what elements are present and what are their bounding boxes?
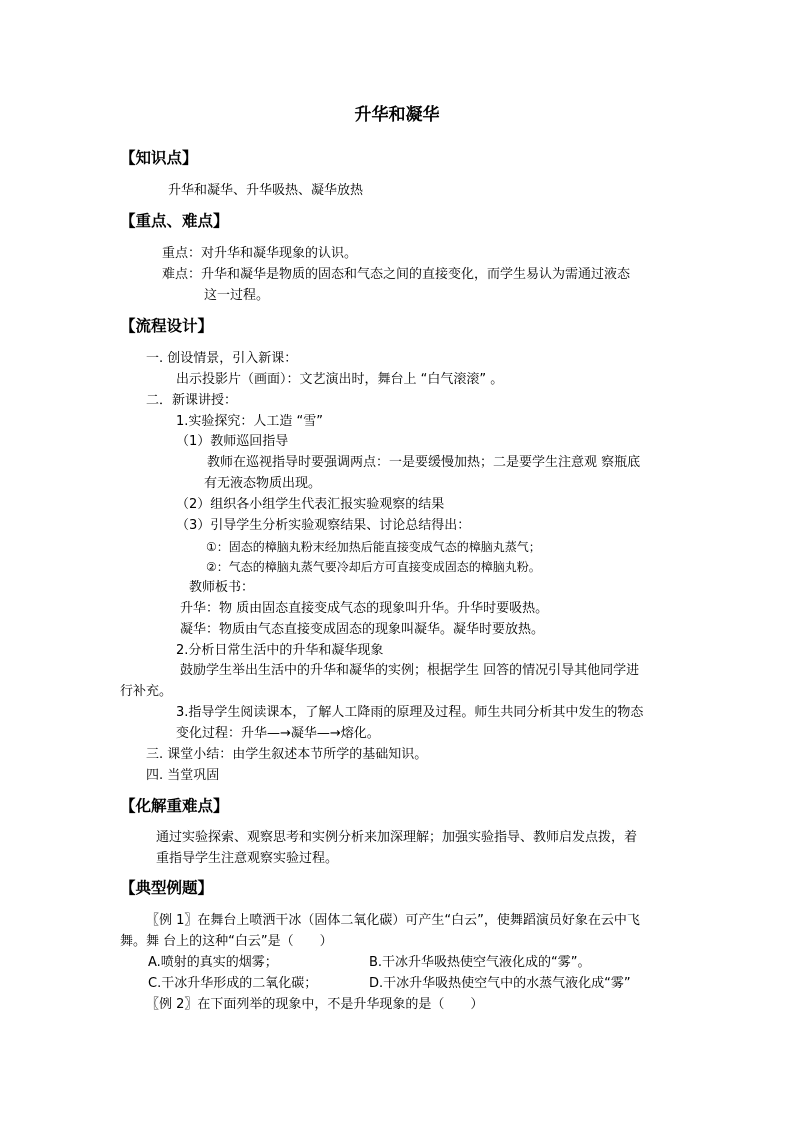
process-line: 教师在巡视指导时要强调两点：一是要缓慢加热；二是要学生注意观 察瓶底: [207, 455, 641, 470]
process-line: 2.分析日常生活中的升华和凝华现象: [176, 643, 384, 658]
example-1-option-d: D.干冰升华吸热使空气中的水蒸气液化成“雾”: [369, 976, 631, 991]
example-1-question: 舞。舞 台上的这种“白云”是（ ）: [120, 934, 333, 949]
process-line: 1.实验探究：人工造 “雪”: [176, 414, 324, 429]
process-line: （1）教师巡回指导: [176, 434, 289, 449]
example-1-question: 〖例 1〗在舞台上喷洒干冰（固体二氧化碳）可产生“白云”，使舞蹈演员好象在云中飞: [146, 913, 640, 928]
process-line: 三. 课堂小结：由学生叙述本节所学的基础知识。: [146, 747, 428, 762]
knowledge-content: 升华和凝华、升华吸热、凝华放热: [168, 183, 364, 198]
process-line: ①：固态的樟脑丸粉末经加热后能直接变成气态的樟脑丸蒸气；: [206, 540, 541, 554]
page-title: 升华和凝华: [354, 105, 440, 125]
example-1-option-b: B.干冰升华吸热使空气液化成的“雾”。: [369, 955, 591, 970]
resolve-heading: 【化解重难点】: [120, 797, 229, 815]
example-2-question: 〖例 2〗在下面列举的现象中，不是升华现象的是（ ）: [146, 997, 484, 1012]
difficulty-text-2: 这一过程。: [204, 288, 270, 303]
process-line: 升华：物 质由固态直接变成气态的现象叫升华。升华时要吸热。: [180, 601, 549, 616]
process-line: （2）组织各小组学生代表汇报实验观察的结果: [176, 497, 445, 512]
difficulty-text-1: 难点：升华和凝华是物质的固态和气态之间的直接变化，而学生易认为需通过液态: [162, 267, 631, 282]
resolve-line: 通过实验探索、观察思考和实例分析来加深理解；加强实验指导、教师启发点拨，着: [156, 830, 638, 845]
knowledge-heading: 【知识点】: [120, 149, 198, 167]
example-1-option-c: C.干冰升华形成的二氧化碳；: [148, 976, 318, 991]
process-line: 有无液态物质出现。: [204, 476, 322, 491]
key-points-heading: 【重点、难点】: [120, 212, 229, 230]
process-line: 变化过程：升华—→凝华—→熔化。: [176, 726, 380, 741]
process-line: 出示投影片（画面）：文艺演出时，舞台上 “白气滚滚” 。: [176, 372, 504, 387]
example-1-option-a: A.喷射的真实的烟雾；: [148, 955, 278, 970]
process-line: 教师板书：: [189, 580, 255, 595]
process-line: 行补充。: [120, 684, 173, 699]
process-line: 3.指导学生阅读课本，了解人工降雨的原理及过程。师生共同分析其中发生的物态: [176, 705, 644, 720]
process-heading: 【流程设计】: [120, 317, 214, 335]
process-line: 一. 创设情景，引入新课：: [146, 351, 298, 366]
resolve-line: 重指导学生注意观察实验过程。: [156, 851, 339, 866]
process-line: 鼓励学生举出生活中的升华和凝华的实例；根据学生 回答的情况引导其他同学进: [180, 663, 640, 678]
process-line: ②：气态的樟脑丸蒸气要冷却后方可直接变成固态的樟脑丸粉。: [206, 560, 541, 574]
process-line: 四. 当堂巩固: [146, 768, 220, 783]
process-line: 凝华：物质由气态直接变成固态的现象叫凝华。凝华时要放热。: [180, 622, 545, 637]
examples-heading: 【典型例题】: [120, 879, 214, 897]
process-line: （3）引导学生分析实验观察结果、讨论总结得出：: [176, 518, 471, 533]
key-point-text: 重点：对升华和凝华现象的认识。: [162, 246, 358, 261]
process-line: 二．新课讲授：: [146, 393, 238, 408]
